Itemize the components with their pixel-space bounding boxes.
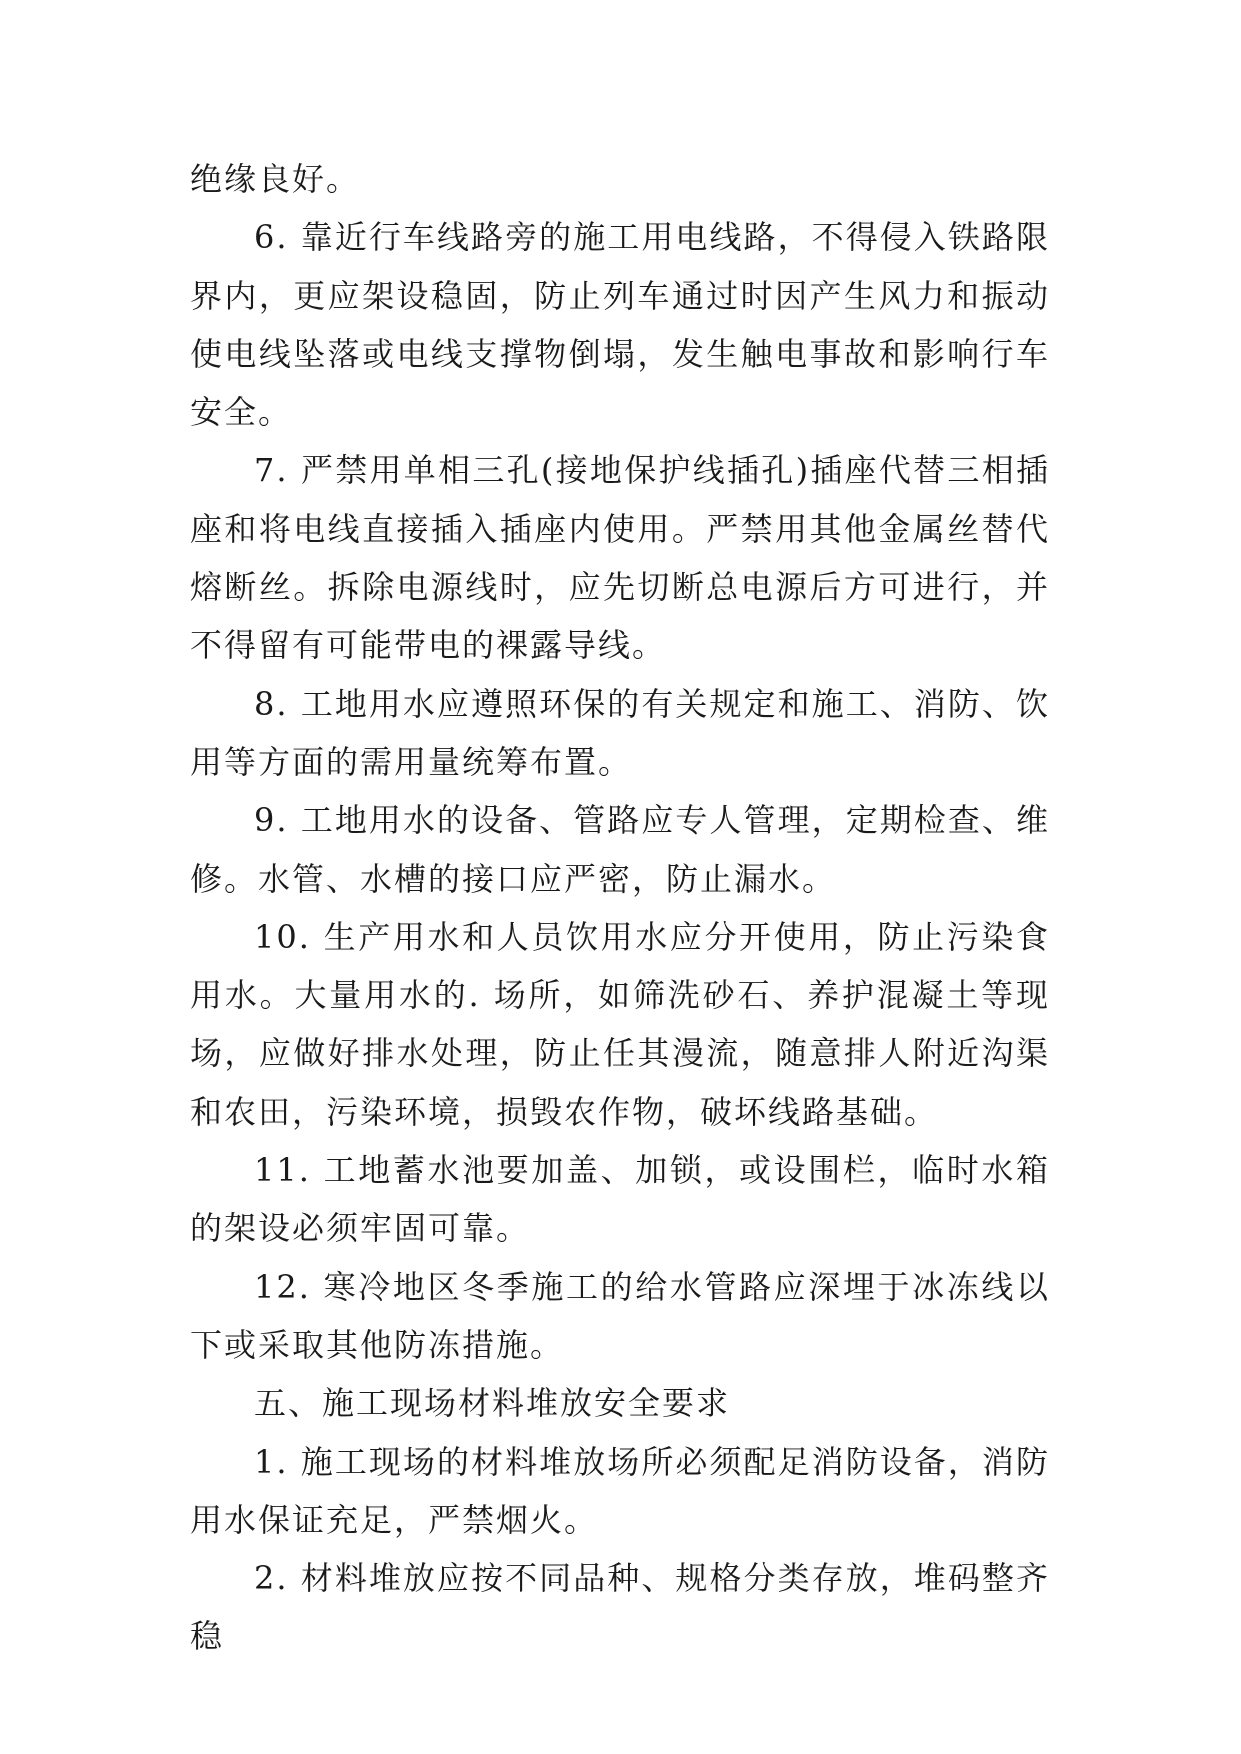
paragraph-continuation: 绝缘良好。 xyxy=(190,160,361,198)
document-body xyxy=(190,150,1050,1666)
paragraph-item-7: 7. 严禁用单相三孔(接地保护线插孔)插座代替三相插座和将电线直接插入插座内使用。严禁用其他金属丝替代熔断丝。拆除电源线时，应先切断总电源后方可进行，并不得留有可能带电的裸露导线。 xyxy=(190,451,1050,665)
section-heading-5: 五、施工现场材料堆放安全要求 xyxy=(254,1384,731,1423)
paragraph-section5-item-2: 2. 材料堆放应按不同品种、规格分类存放，堆码整齐稳 xyxy=(190,1559,1050,1656)
paragraph-item-9: 9. 工地用水的设备、管路应专人管理，定期检查、维修。水管、水槽的接口应严密，防止漏水。 xyxy=(190,801,1050,898)
paragraph-item-10: 10. 生产用水和人员饮用水应分开使用，防止污染食用水。大量用水的. 场所，如筛洗砂石、养护混凝土等现场，应做好排水处理，防止任其漫流，随意排人附近沟渠和农田，污染环境，损毁农作物，破坏线路基础。 xyxy=(190,917,1050,1131)
paragraph-item-6: 6. 靠近行车线路旁的施工用电线路，不得侵入铁路限界内，更应架设稳固，防止列车通过时因产生风力和振动使电线坠落或电线支撑物倒塌，发生触电事故和影响行车安全。 xyxy=(190,218,1050,432)
paragraph-item-12: 12. 寒冷地区冬季施工的给水管路应深埋于冰冻线以下或采取其他防冻措施。 xyxy=(190,1267,1050,1364)
paragraph-section5-item-1: 1. 施工现场的材料堆放场所必须配足消防设备，消防用水保证充足，严禁烟火。 xyxy=(190,1442,1050,1539)
paragraph-item-8: 8. 工地用水应遵照环保的有关规定和施工、消防、饮用等方面的需用量统筹布置。 xyxy=(190,684,1050,781)
paragraph-item-11: 11. 工地蓄水池要加盖、加锁，或设围栏，临时水箱的架设必须牢固可靠。 xyxy=(190,1151,1050,1248)
